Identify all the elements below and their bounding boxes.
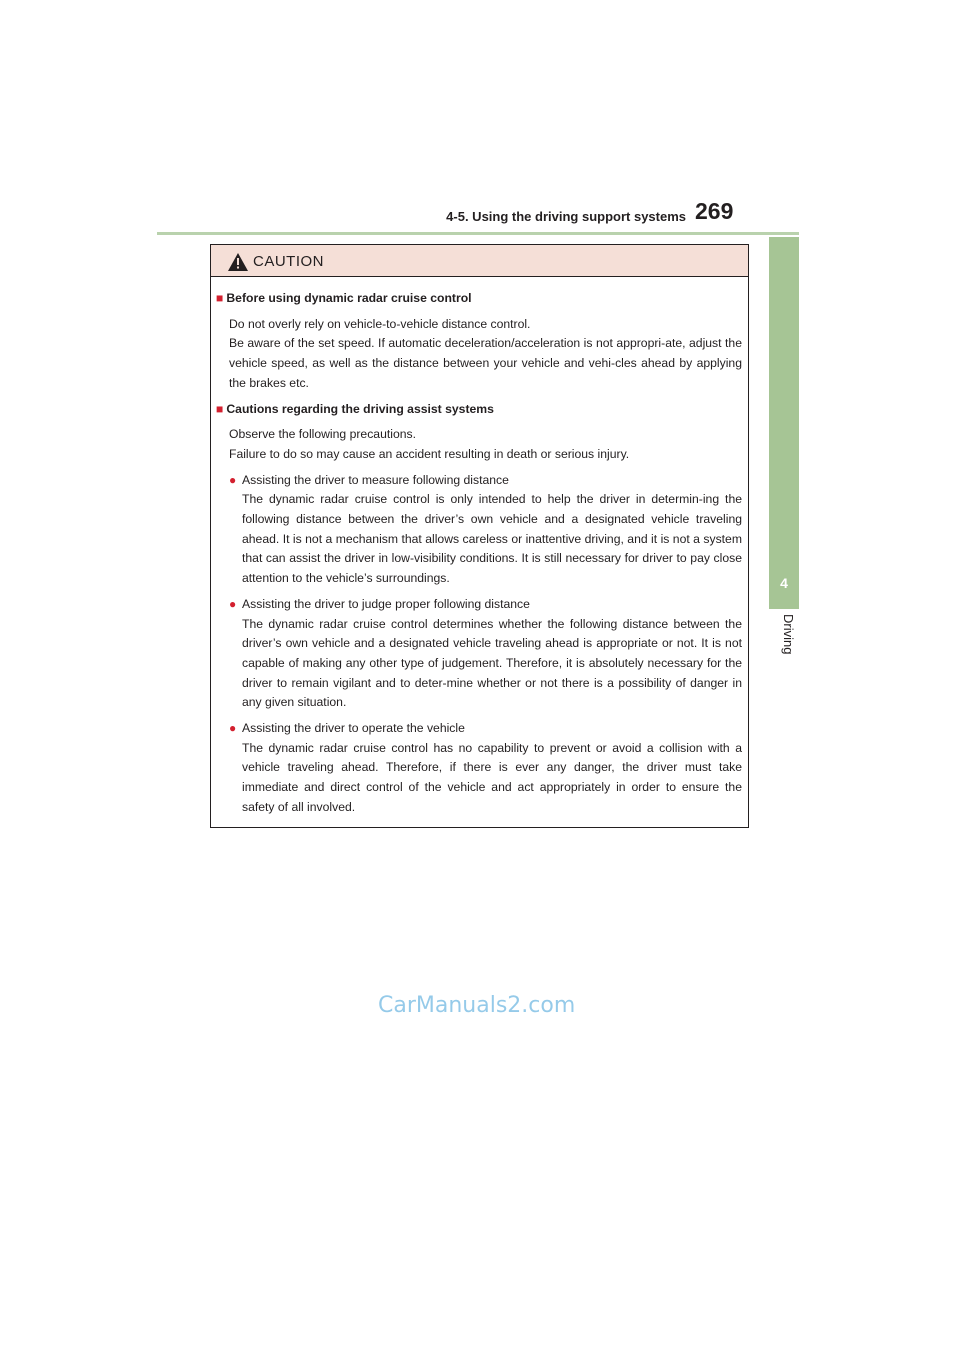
- list-item: [216, 595, 742, 713]
- caution-header: [211, 245, 748, 277]
- list-item-title: Assisting the driver to operate the vehicle: [242, 721, 465, 736]
- watermark: CarManuals2.com: [378, 993, 576, 1018]
- list-item: [216, 719, 742, 818]
- list-item-text: The dynamic radar cruise control is only intended to help the driver in determin-ing the following distance between the driver’s own vehicle and a designated vehicle traveling ahead. It is not a mechanism that allows careless or inattentive driving, and it is not a system that can assist the driver in low-visibility conditions. It is still necessary for driver to pay close attention to the vehicle’s surroundings.: [242, 492, 742, 586]
- header-rule: [157, 232, 799, 235]
- chapter-tab[interactable]: [769, 237, 799, 609]
- paragraph: Observe the following precautions.: [229, 427, 416, 442]
- page-number: 269: [695, 198, 734, 224]
- list-item-title: Assisting the driver to measure following distance: [242, 472, 509, 487]
- paragraph: Be aware of the set speed. If automatic deceleration/acceleration is not appropri-ate, adjust the vehicle speed, as well as the distance between your vehicle and vehi-cles ahead by applying the brakes etc.: [229, 336, 742, 390]
- caution-content: [211, 277, 748, 827]
- chapter-label: Driving: [781, 614, 796, 655]
- list-item: [216, 471, 742, 589]
- chapter-number: 4: [780, 575, 788, 591]
- section-title: 4-5. Using the driving support systems: [446, 209, 686, 224]
- caution-label: CAUTION: [253, 253, 324, 270]
- caution-box: [210, 244, 749, 828]
- paragraph: Do not overly rely on vehicle-to-vehicle distance control.: [229, 316, 531, 331]
- paragraph: Failure to do so may cause an accident resulting in death or serious injury.: [229, 446, 630, 461]
- list-item-text: The dynamic radar cruise control determines whether the following distance between the driver’s own vehicle and a designated vehicle traveling ahead is appropriate or not. It is not capable of making any other type of judgement. Therefore, it is absolutely necessary for the driver to remain vigilant and to deter-mine whether or not there is a possibility of danger in any given situation.: [242, 616, 742, 710]
- section-heading: ■ Cautions regarding the driving assist systems: [216, 401, 494, 416]
- circle-bullet-icon: ●: [229, 472, 237, 487]
- section-heading: ■ Before using dynamic radar cruise control: [216, 291, 472, 305]
- warning-triangle-icon: [228, 253, 248, 271]
- circle-bullet-icon: ●: [229, 721, 237, 736]
- square-bullet-icon: ■: [216, 291, 224, 305]
- list-item-text: The dynamic radar cruise control has no capability to prevent or avoid a collision with a vehicle traveling ahead. Therefore, if there is ever any danger, the driver must take immediate and direct control of the vehicle and act appropriately in order to ensure the safety of all involved.: [242, 740, 742, 814]
- square-bullet-icon: ■: [216, 401, 224, 416]
- list-item-title: Assisting the driver to judge proper following distance: [242, 596, 530, 611]
- circle-bullet-icon: ●: [229, 596, 237, 611]
